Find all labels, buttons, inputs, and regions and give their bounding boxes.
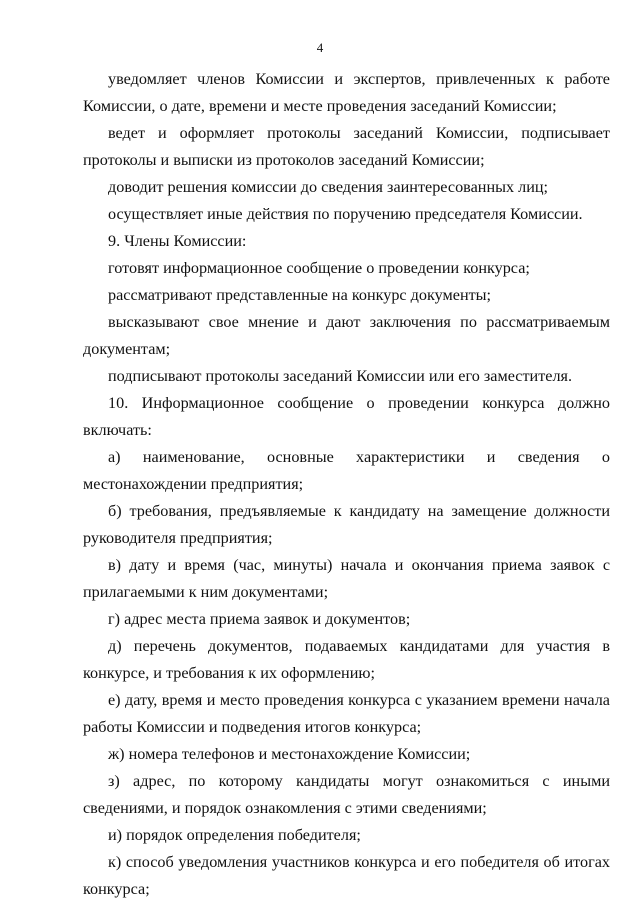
paragraph-prepare-announcement: готовят информационное сообщение о проведении конкурса; — [108, 259, 530, 277]
list-item-k: к) способ уведомления участников конкурса и его победителя об итогах конкурса; — [83, 853, 610, 898]
page-number: 4 — [316, 40, 324, 55]
paragraph-keep-protocols: ведет и оформляет протоколы заседаний Комиссии, подписывает протоколы и выписки из протоколов заседаний Комиссии; — [83, 124, 610, 169]
list-item-a: а) наименование, основные характеристики и сведения о местонахождении предприятия; — [83, 448, 610, 493]
document-body — [83, 66, 610, 903]
list-item-zh: ж) номера телефонов и местонахождение Комиссии; — [108, 745, 471, 763]
list-item-g: г) адрес места приема заявок и документов; — [108, 610, 411, 628]
paragraph-item-10-heading: 10. Информационное сообщение о проведении конкурса должно включать: — [83, 394, 610, 439]
list-item-i: и) порядок определения победителя; — [108, 826, 361, 844]
list-item-d: д) перечень документов, подаваемых кандидатами для участия в конкурсе, и требования к их оформлению; — [83, 637, 610, 682]
paragraph-express-opinion: высказывают свое мнение и дают заключения по рассматриваемым документам; — [83, 313, 610, 358]
paragraph-notify-members: уведомляет членов Комиссии и экспертов, привлеченных к работе Комиссии, о дате, времени и месте проведения заседаний Комиссии; — [83, 70, 610, 115]
paragraph-sign-protocols: подписывают протоколы заседаний Комиссии или его заместителя. — [108, 367, 573, 385]
list-item-z: з) адрес, по которому кандидаты могут ознакомиться с иными сведениями, и порядок ознакомления с этими сведениями; — [83, 772, 610, 817]
paragraph-item-9-heading: 9. Члены Комиссии: — [108, 232, 247, 250]
list-item-e: е) дату, время и место проведения конкурса с указанием времени начала работы Комиссии и подведения итогов конкурса; — [83, 691, 610, 736]
list-item-b: б) требования, предъявляемые к кандидату на замещение должности руководителя предприятия; — [83, 502, 610, 547]
paragraph-communicate-decisions: доводит решения комиссии до сведения заинтересованных лиц; — [108, 178, 549, 196]
list-item-v: в) дату и время (час, минуты) начала и окончания приема заявок с прилагаемыми к ним документами; — [83, 556, 610, 601]
paragraph-other-actions: осуществляет иные действия по поручению председателя Комиссии. — [108, 205, 583, 223]
paragraph-review-documents: рассматривают представленные на конкурс документы; — [108, 286, 492, 304]
